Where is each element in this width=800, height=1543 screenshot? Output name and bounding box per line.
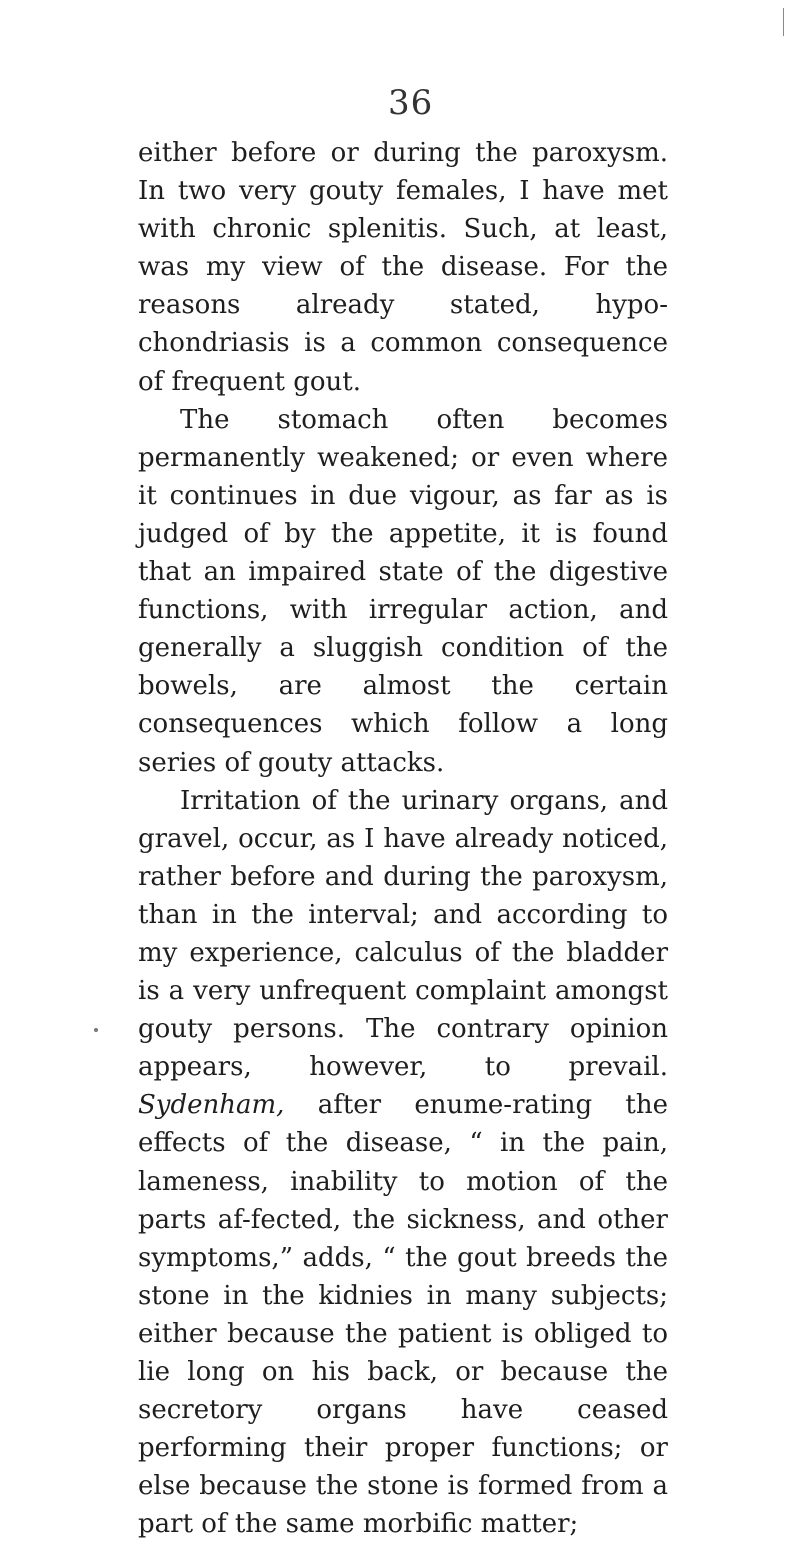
paragraph-text: The stomach often becomes permanently weakened; or even where it continues in due vigour, as far as is judged of by the appetite, it is found that an impaired state of the digestive functions, with irregular action, and generally a sluggish condition of the bowels, are almost the certain consequences which follow a long series of gouty attacks. [138,404,668,778]
paragraph [138,134,668,401]
author-name: Sydenham, [138,1090,285,1121]
paragraph [138,782,668,1543]
paragraph-text: after enume-rating the effects of the disease, “ in the pain, lameness, inability to motion of the parts af-fected, the sickness, and other symptoms,” adds, “ the gout breeds the stone in the kidnies in many subjects; either because the patient is obliged to lie long on his back, or because the secretory organs have ceased performing their proper functions; or else because the stone is formed from a part of the same morbific matter; [138,1090,668,1540]
body-text [138,134,668,1543]
page-edge-line [783,8,784,36]
page-number: 36 [388,83,434,123]
paragraph [138,401,668,782]
paragraph-text: Irritation of the urinary organs, and gravel, occur, as I have already noticed, rather before and during the paroxysm, than in the interval; and according to my experience, calculus of the bladder is a very unfrequent complaint amongst gouty persons. The contrary opinion appears, however, to prevail. [138,785,668,1083]
paragraph-text: either before or during the paroxysm. In two very gouty females, I have met with chronic splenitis. Such, at least, was my view of the disease. For the reasons already stated, hypo-chondriasis is a common consequence of frequent gout. [138,138,668,397]
margin-mark [94,1028,98,1032]
